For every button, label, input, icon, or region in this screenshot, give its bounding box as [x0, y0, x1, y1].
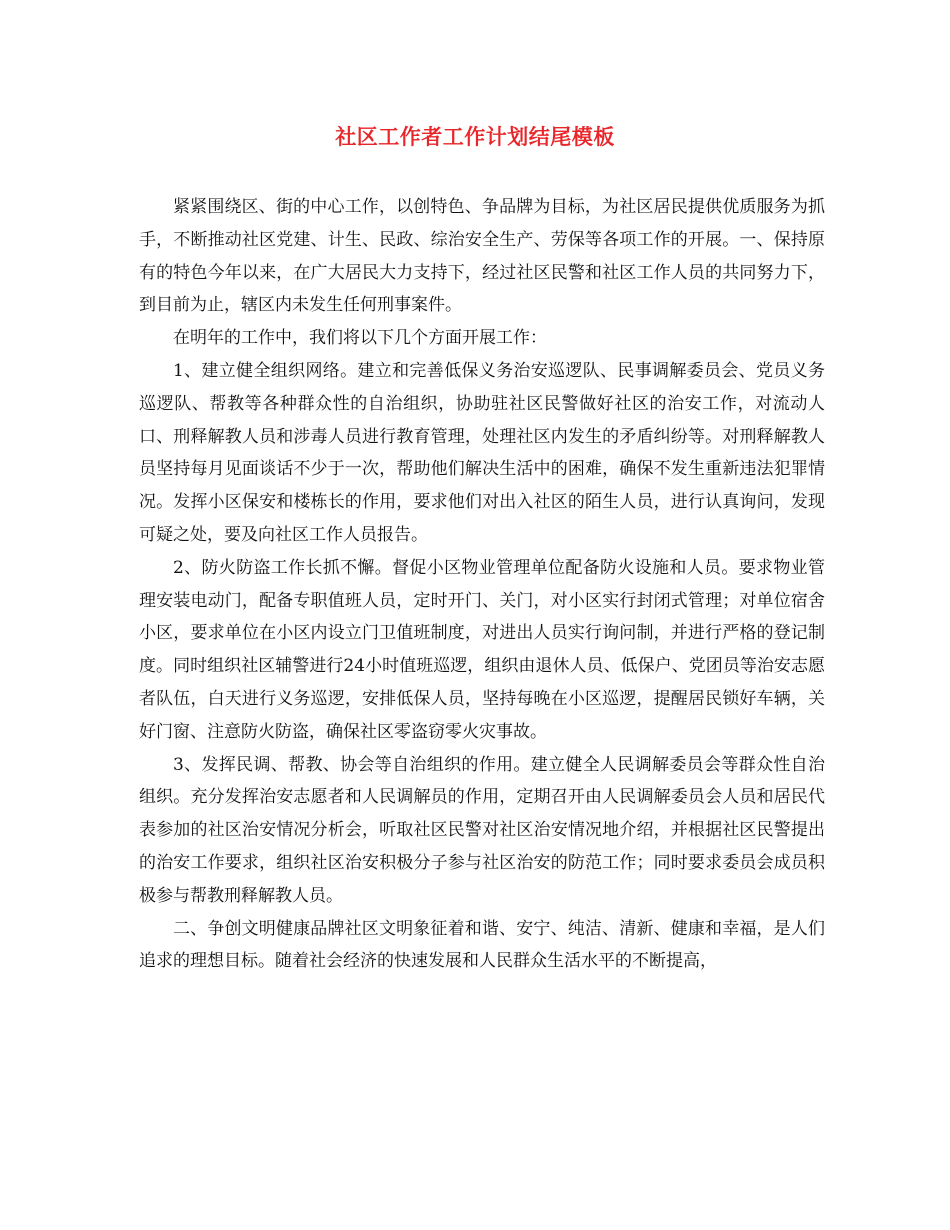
paragraph-section-2: 二、争创文明健康品牌社区文明象征着和谐、安宁、纯洁、清新、健康和幸福，是人们追求的理想目标。随着社会经济的快速发展和人民群众生活水平的不断提高，	[139, 918, 825, 972]
paragraph-item-3: 3、发挥民调、帮教、协会等自治组织的作用。建立健全人民调解委员会等群众性自治组织。充分发挥治安志愿者和人民调解员的作用，定期召开由人民调解委员会人员和居民代表参加的社区治安情况分析会，听取社区民警对社区治安情况地介绍，并根据社区民警提出的治安工作要求，组织社区治安积极分子参与社区治安的防范工作；同时要求委员会成员积极参与帮教刑释解教人员。	[139, 754, 825, 906]
document-title: 社区工作者工作计划结尾模板	[335, 124, 615, 149]
paragraph-plan-intro: 在明年的工作中，我们将以下几个方面开展工作：	[173, 328, 547, 349]
paragraph-item-1: 1、建立健全组织网络。建立和完善低保义务治安巡逻队、民事调解委员会、党员义务巡逻队、帮教等各种群众性的自治组织，协助驻社区民警做好社区的治安工作，对流动人口、刑释解教人员和涉毒人员进行教育管理，处理社区内发生的矛盾纠纷等。对刑释解教人员坚持每月见面谈话不少于一次，帮助他们解决生活中的困难，确保不发生重新违法犯罪情况。发挥小区保安和楼栋长的作用，要求他们对出入社区的陌生人员，进行认真询问，发现可疑之处，要及向社区工作人员报告。	[139, 360, 825, 545]
document-body	[139, 191, 825, 978]
paragraph-intro: 紧紧围绕区、街的中心工作，以创特色、争品牌为目标，为社区居民提供优质服务为抓手，不断推动社区党建、计生、民政、综治安全生产、劳保等各项工作的开展。一、保持原有的特色今年以来，在广大居民大力支持下，经过社区民警和社区工作人员的共同努力下，到目前为止，辖区内未发生任何刑事案件。	[139, 197, 825, 316]
paragraph-item-2: 2、防火防盗工作长抓不懈。督促小区物业管理单位配备防火设施和人员。要求物业管理安装电动门，配备专职值班人员，定时开门、关门，对小区实行封闭式管理；对单位宿舍小区，要求单位在小区内设立门卫值班制度，对进出人员实行询问制，并进行严格的登记制度。同时组织社区辅警进行24小时值班巡逻，组织由退休人员、低保户、党团员等治安志愿者队伍，白天进行义务巡逻，安排低保人员，坚持每晚在小区巡逻，提醒居民锁好车辆，关好门窗、注意防火防盗，确保社区零盗窃零火灾事故。	[139, 557, 825, 742]
